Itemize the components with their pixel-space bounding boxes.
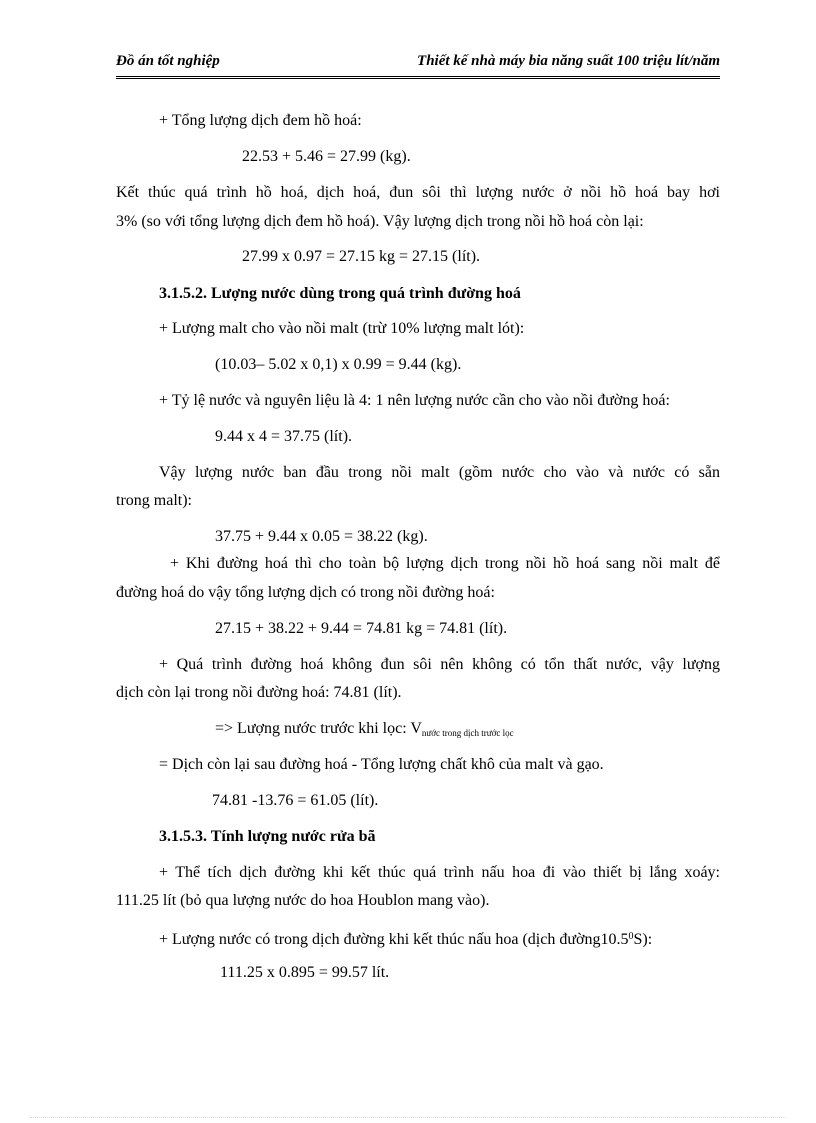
header-left-title: Đồ án tốt nghiệp (116, 53, 220, 69)
paragraph-text: + Lượng nước có trong dịch đường khi kết thúc nấu hoa (dịch đường10.5 (159, 931, 629, 948)
superscript-text: 0 (628, 931, 634, 942)
paragraph-line: 3% (so với tổng lượng dịch đem hồ hoá). Vậy lượng dịch trong nồi hồ hoá còn lại: (116, 213, 644, 230)
equation-line: 74.81 -13.76 = 61.05 (lít). (212, 792, 379, 809)
paragraph-line: + Lượng malt cho vào nồi malt (trừ 10% lượng malt lót): (159, 320, 525, 337)
paragraph-line: trong malt): (116, 492, 192, 509)
equation-line (215, 719, 514, 743)
paragraph-line: + Tỷ lệ nước và nguyên liệu là 4: 1 nên lượng nước cần cho vào nồi đường hoá: (159, 392, 670, 409)
section-heading: 3.1.5.2. Lượng nước dùng trong quá trình đường hoá (159, 285, 521, 302)
paragraph-line: + Tổng lượng dịch đem hồ hoá: (159, 112, 362, 129)
equation-line: 37.75 + 9.44 x 0.05 = 38.22 (kg). (215, 528, 428, 545)
paragraph-line: 111.25 lít (bỏ qua lượng nước do hoa Houblon mang vào). (116, 892, 490, 909)
subscript-text: nước trong dịch trước lọc (421, 728, 514, 738)
equation-line: 27.15 + 38.22 + 9.44 = 74.81 kg = 74.81 (lít). (215, 620, 508, 637)
equation-line: 9.44 x 4 = 37.75 (lít). (215, 428, 353, 445)
equation-text: => Lượng nước trước khi lọc: V (215, 720, 422, 737)
section-heading: 3.1.5.3. Tính lượng nước rửa bã (159, 828, 376, 845)
paragraph-line: Vậy lượng nước ban đầu trong nồi malt (gồm nước cho vào và nước có sẵn (159, 464, 720, 481)
paragraph-line: đường hoá do vậy tổng lượng dịch có trong nồi đường hoá: (116, 584, 495, 601)
equation-line: 22.53 + 5.46 = 27.99 (kg). (242, 148, 411, 165)
paragraph-text: S): (633, 931, 653, 948)
header-right-title: Thiết kế nhà máy bia năng suất 100 triệu lít/năm (417, 53, 720, 69)
paragraph-line (159, 927, 652, 950)
paragraph-line: + Khi đường hoá thì cho toàn bộ lượng dịch trong nồi hồ hoá sang nồi malt để (170, 555, 720, 572)
page-header (116, 50, 720, 79)
paragraph-line: = Dịch còn lại sau đường hoá - Tổng lượng chất khô của malt và gạo. (159, 756, 604, 773)
paragraph-line: + Quá trình đường hoá không đun sôi nên không có tổn thất nước, vậy lượng (159, 656, 720, 673)
equation-line: (10.03– 5.02 x 0,1) x 0.99 = 9.44 (kg). (215, 356, 462, 373)
paragraph-line: + Thể tích dịch đường khi kết thúc quá trình nấu hoa đi vào thiết bị lắng xoáy: (159, 864, 720, 881)
paragraph-line: Kết thúc quá trình hồ hoá, dịch hoá, đun sôi thì lượng nước ở nồi hồ hoá bay hơi (116, 184, 720, 201)
page-bottom-divider (30, 1117, 786, 1118)
equation-line: 111.25 x 0.895 = 99.57 lít. (220, 964, 390, 981)
equation-line: 27.99 x 0.97 = 27.15 kg = 27.15 (lít). (242, 248, 481, 265)
paragraph-line: dịch còn lại trong nồi đường hoá: 74.81 (lít). (116, 684, 402, 701)
